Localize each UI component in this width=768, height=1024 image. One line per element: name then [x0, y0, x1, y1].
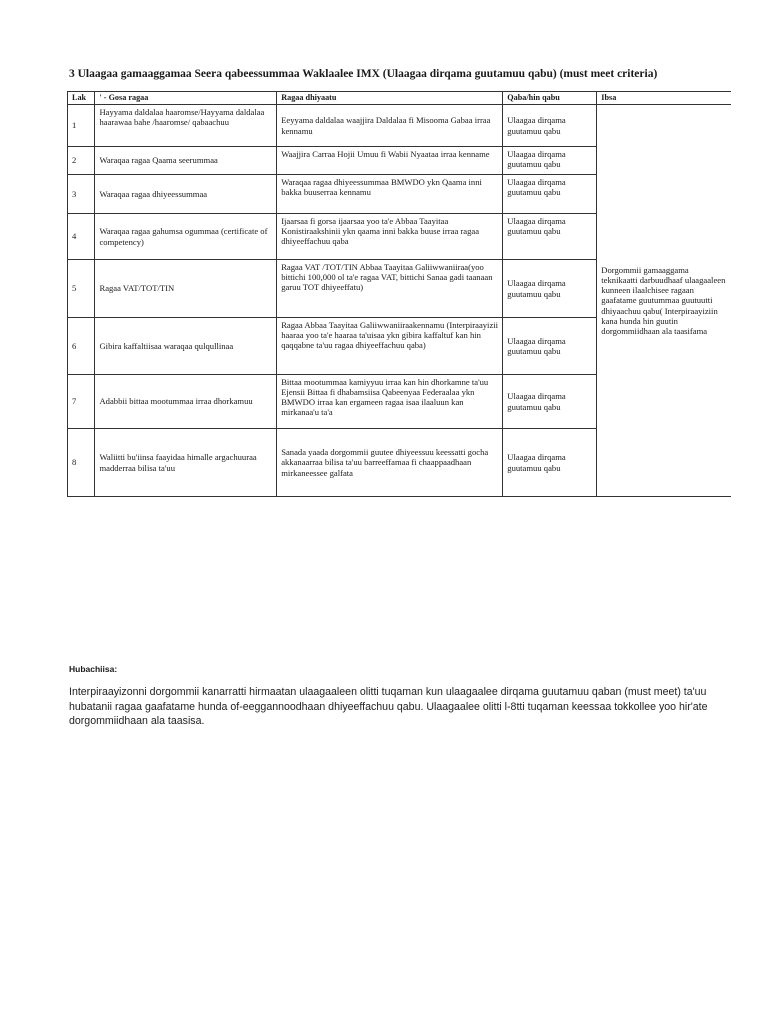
table-row [68, 105, 732, 147]
note-text: Interpiraayizonni dorgommii kanarratti hirmaatan ulaagaaleen olitti tuqaman kun ulaagaalee dirqama guutamuu qaban (must meet) ta'uu hubatanii ragaa gaafatame hunda of-eeggannoodhaan dhiyeeffachuu qabu. Ulaagaalee olitti l-8tti tuqaman keessaa tokkollee yoo hir'ate dorgommiidhaan ala taasisa. [69, 686, 708, 728]
cell-qaba: Ulaagaa dirqama guutamuu qabu [503, 175, 597, 214]
cell-lak: 5 [68, 260, 95, 318]
cell-gosa: Adabbii bittaa mootummaa irraa dhorkamuu [95, 375, 277, 429]
cell-ragaa: Waraqaa ragaa dhiyeessummaa BMWDO ykn Qaama inni bakka buuserraa kennamu [277, 175, 503, 214]
header-ragaa-dhiyaatu: Ragaa dhiyaatu [277, 92, 503, 105]
cell-gosa: Gibira kaffaltiisaa waraqaa qulqullinaa [95, 318, 277, 375]
cell-ragaa: Sanada yaada dorgommii guutee dhiyeessuu keessatti gocha akkanaarraa bilisa ta'uu barreeffamaa fi chaappaadhaan mirkaneessee galfata [277, 429, 503, 497]
cell-qaba: Ulaagaa dirqama guutamuu qabu [503, 318, 597, 375]
cell-lak: 6 [68, 318, 95, 375]
document-title: 3 Ulaagaa gamaaggamaa Seera qabeessummaa Waklaalee IMX (Ulaagaa dirqama guutamuu qabu) (must meet criteria) [69, 68, 658, 80]
cell-gosa: Hayyama daldalaa haaromse/Hayyama daldalaa haarawaa bahe /haaromse/ qabaachuu [95, 105, 277, 147]
cell-gosa: Waraqaa ragaa Qaama seerummaa [95, 147, 277, 175]
cell-gosa: Waraqaa ragaa dhiyeessummaa [95, 175, 277, 214]
header-qaba-hin-qabu: Qaba/hin qabu [503, 92, 597, 105]
cell-lak: 2 [68, 147, 95, 175]
criteria-table [67, 91, 731, 497]
note-heading: Hubachiisa: [69, 664, 118, 674]
cell-lak: 7 [68, 375, 95, 429]
cell-lak: 1 [68, 105, 95, 147]
cell-lak: 3 [68, 175, 95, 214]
header-ibsa: Ibsa [597, 92, 731, 105]
cell-qaba: Ulaagaa dirqama guutamuu qabu [503, 260, 597, 318]
cell-ragaa: Waajjira Carraa Hojii Umuu fi Wabii Nyaataa irraa kenname [277, 147, 503, 175]
cell-gosa: Waliitti bu'iinsa faayidaa himalle argachuuraa madderraa bilisa ta'uu [95, 429, 277, 497]
header-gosa-ragaa: ' - Gosa ragaa [95, 92, 277, 105]
cell-lak: 8 [68, 429, 95, 497]
cell-lak: 4 [68, 214, 95, 260]
table-header-row [68, 92, 732, 105]
cell-qaba: Ulaagaa dirqama guutamuu qabu [503, 105, 597, 147]
cell-ragaa: Bittaa mootummaa kamiyyuu irraa kan hin dhorkamne ta'uu Ejensii Bittaa fi dhabamsiisa Qabeenyaa Federaalaa ykn BMWDO irraa kan ergameen ragaa isaa ilaaluun kan mirkanaa'u ta'a [277, 375, 503, 429]
cell-ibsa: Dorgommii gamaaggama teknikaatti darbuudhaaf ulaagaaleen kunneen ilaalchisee ragaan gaafatame guutummaa guutuutti dhiyaachuu qabu( Interpiraayiziin kana hunda hin guutin dorgommiidhaan ala taasifama [597, 105, 731, 497]
cell-gosa: Waraqaa ragaa gahumsa ogummaa (certificate of competency) [95, 214, 277, 260]
cell-qaba: Ulaagaa dirqama guutamuu qabu [503, 147, 597, 175]
cell-ragaa: Eeyyama daldalaa waajjira Daldalaa fi Misooma Gabaa irraa kennamu [277, 105, 503, 147]
cell-ragaa: Ijaarsaa fi gorsa ijaarsaa yoo ta'e Abbaa Taayitaa Konistiraakshinii ykn qaama inni bakka buuse irraa ragaa dhiyeeffachuu qaba [277, 214, 503, 260]
cell-gosa: Ragaa VAT/TOT/TIN [95, 260, 277, 318]
cell-ragaa: Ragaa Abbaa Taayitaa Galiiwwaniiraakennamu (Interpiraayizii haaraa yoo ta'e haaraa ta'uisaa ykn gibira kaffaltuf kan hin qaqqabne ta'uu ragaa dhiyeeffachuu qaba) [277, 318, 503, 375]
cell-qaba: Ulaagaa dirqama guutamuu qabu [503, 214, 597, 260]
cell-ragaa: Ragaa VAT /TOT/TIN Abbaa Taayitaa Galiiwwaniiraa(yoo bittichi 100,000 ol ta'e ragaa VAT, bittichi Sanaa gadi taanaan garuu TOT dhiyeeffatu) [277, 260, 503, 318]
cell-qaba: Ulaagaa dirqama guutamuu qabu [503, 429, 597, 497]
header-lak: Lak [68, 92, 95, 105]
cell-qaba: Ulaagaa dirqama guutamuu qabu [503, 375, 597, 429]
